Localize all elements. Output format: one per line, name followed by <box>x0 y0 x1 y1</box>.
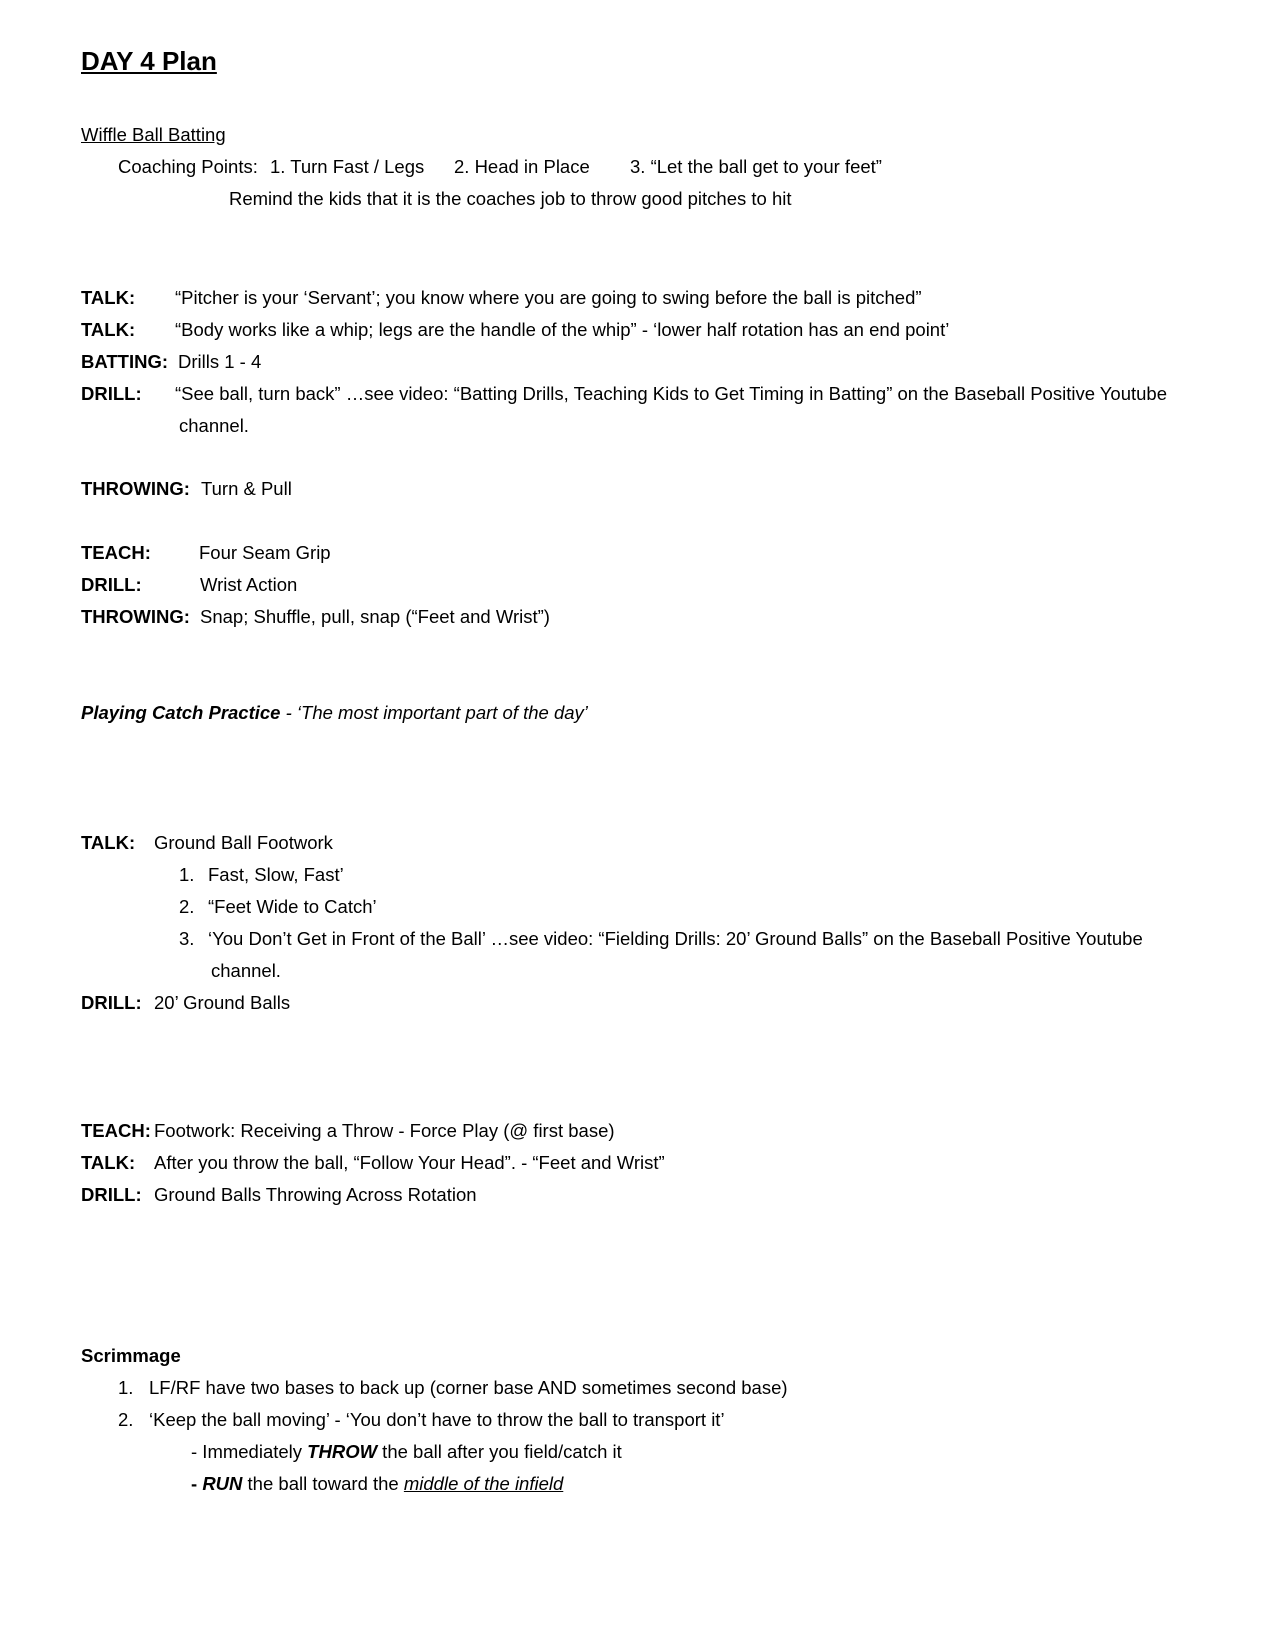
list-item-number: 1. <box>118 1377 134 1398</box>
list-item-number: 2. <box>179 896 195 917</box>
emphasis-run: RUN <box>202 1473 243 1494</box>
list-item-number: 1. <box>179 864 195 885</box>
list-item-continued: channel. <box>211 960 281 981</box>
talk-label: TALK: <box>81 832 136 853</box>
throwing-text: Snap; Shuffle, pull, snap (“Feet and Wrist”) <box>200 606 550 627</box>
catch-practice-bold: Playing Catch Practice <box>81 702 281 723</box>
page-title: DAY 4 Plan <box>81 46 217 76</box>
talk-text: “Body works like a whip; legs are the handle of the whip” - ‘lower half rotation has an end point’ <box>175 319 950 340</box>
sub-item-throw <box>191 1441 622 1463</box>
wiffle-heading: Wiffle Ball Batting <box>81 124 226 145</box>
drill-text: Wrist Action <box>200 574 298 595</box>
teach-text: Four Seam Grip <box>199 542 331 563</box>
talk-text: After you throw the ball, “Follow Your Head”. - “Feet and Wrist” <box>154 1152 665 1173</box>
sub-item-text: the ball toward the <box>242 1473 404 1494</box>
talk-label: TALK: <box>81 319 136 340</box>
talk-label: TALK: <box>81 1152 136 1173</box>
list-item-number: 2. <box>118 1409 134 1430</box>
talk-text: “Pitcher is your ‘Servant’; you know where you are going to swing before the ball is pitched” <box>175 287 922 308</box>
drill-label: DRILL: <box>81 1184 142 1205</box>
sub-item-text: the ball after you field/catch it <box>377 1441 622 1462</box>
sub-item-dash: - <box>191 1473 203 1494</box>
list-item: Fast, Slow, Fast’ <box>208 864 344 885</box>
list-item: “Feet Wide to Catch’ <box>208 896 377 917</box>
list-item: ‘Keep the ball moving’ - ‘You don’t have to throw the ball to transport it’ <box>149 1409 725 1430</box>
teach-text: Footwork: Receiving a Throw - Force Play (@ first base) <box>154 1120 615 1141</box>
scrimmage-heading: Scrimmage <box>81 1345 181 1366</box>
coaching-point-1: 1. Turn Fast / Legs <box>270 156 425 177</box>
coaching-point-3: 3. “Let the ball get to your feet” <box>630 156 882 177</box>
drill-label: DRILL: <box>81 992 142 1013</box>
drill-text: 20’ Ground Balls <box>154 992 291 1013</box>
teach-label: TEACH: <box>81 1120 151 1141</box>
catch-practice-note: - ‘The most important part of the day’ <box>280 702 588 723</box>
drill-text: Ground Balls Throwing Across Rotation <box>154 1184 477 1205</box>
reminder-text: Remind the kids that it is the coaches job to throw good pitches to hit <box>229 188 792 209</box>
sub-item-run <box>191 1473 563 1495</box>
teach-label: TEACH: <box>81 542 151 563</box>
emphasis-infield: middle of the infield <box>403 1473 564 1494</box>
coaching-points-label: Coaching Points: <box>118 156 258 177</box>
drill-text: “See ball, turn back” …see video: “Batting Drills, Teaching Kids to Get Timing in Batting” on the Baseball Positive Youtube <box>175 383 1168 404</box>
batting-text: Drills 1 - 4 <box>178 351 262 372</box>
coaching-point-2: 2. Head in Place <box>454 156 590 177</box>
throwing-label: THROWING: <box>81 478 190 499</box>
throwing-text: Turn & Pull <box>201 478 292 499</box>
list-item: LF/RF have two bases to back up (corner base AND sometimes second base) <box>149 1377 788 1398</box>
drill-label: DRILL: <box>81 383 142 404</box>
drill-label: DRILL: <box>81 574 142 595</box>
throwing-label: THROWING: <box>81 606 190 627</box>
catch-practice-line <box>81 702 588 724</box>
emphasis-throw: THROW <box>307 1441 378 1462</box>
talk-label: TALK: <box>81 287 136 308</box>
talk-text: Ground Ball Footwork <box>154 832 333 853</box>
sub-item-text: - Immediately <box>191 1441 308 1462</box>
drill-text-continued: channel. <box>179 415 249 436</box>
batting-label: BATTING: <box>81 351 168 372</box>
list-item-number: 3. <box>179 928 195 949</box>
list-item: ‘You Don’t Get in Front of the Ball’ …see video: “Fielding Drills: 20’ Ground Balls” on the Baseball Positive Youtube <box>208 928 1143 949</box>
